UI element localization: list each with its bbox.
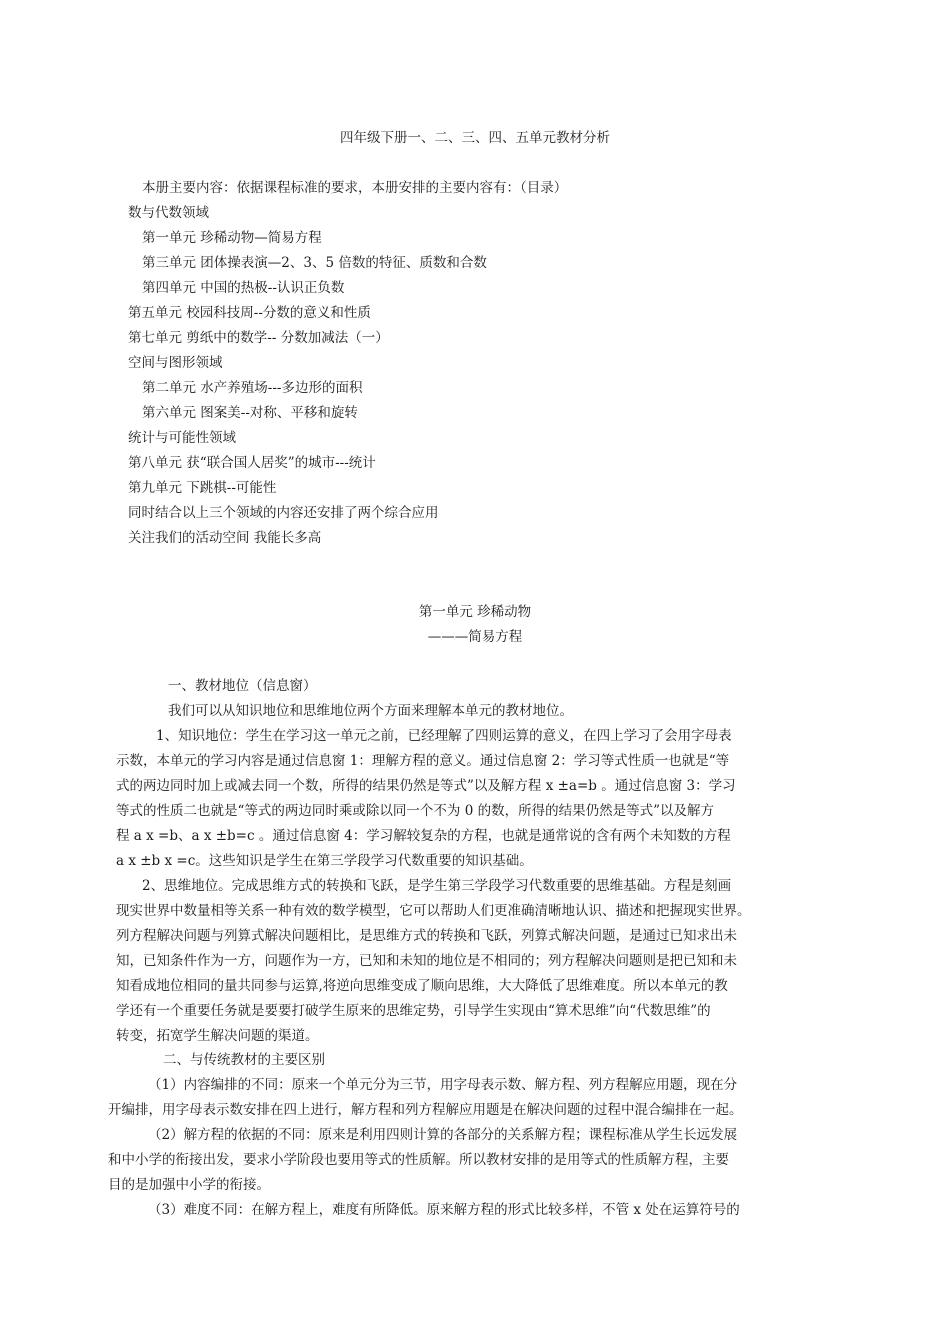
paragraph-line: 知，已知条件作为一方，问题作为一方，已知和未知的地位是不相同的；列方程解决问题则是把已知和未	[116, 953, 737, 969]
toc-item: 第三单元 团体操表演—2、3、5 倍数的特征、质数和合数	[142, 255, 487, 271]
unit1-title: 第一单元 珍稀动物	[418, 604, 532, 620]
section-heading: 一、教材地位（信息窗）	[168, 678, 317, 694]
toc-item: 第四单元 中国的热极--认识正负数	[142, 280, 345, 296]
paragraph-line: 和中小学的衔接出发，要求小学阶段也要用等式的性质解。所以教材安排的是用等式的性质解方程，主要	[108, 1152, 729, 1168]
paragraph-line: 式的两边同时加上或减去同一个数，所得的结果仍然是等式”以及解方程 x ±a=b 。通过信息窗 3：学习	[116, 778, 736, 794]
paragraph-line: 学还有一个重要任务就是要要打破学生原来的思维定势，引导学生实现由“算术思维”向“代数思维”的	[116, 1003, 711, 1019]
paragraph-line: 等式的性质二也就是“等式的两边同时乘或除以同一个不为 0 的数，所得的结果仍然是等式”以及解方	[116, 803, 714, 819]
paragraph-line: 我们可以从知识地位和思维地位两个方面来理解本单元的教材地位。	[168, 703, 573, 719]
paragraph-line: 示数，本单元的学习内容是通过信息窗 1：理解方程的意义。通过信息窗 2：学习等式性质一也就是“等	[116, 753, 730, 769]
toc-domain-number-algebra: 数与代数领域	[128, 205, 209, 221]
paragraph-line: 现实世界中数量相等关系一种有效的数学模型，它可以帮助人们更准确清晰地认识、描述和把握现实世界。	[116, 903, 751, 919]
document-title: 四年级下册一、二、三、四、五单元教材分析	[340, 130, 610, 146]
paragraph-line: 目的是加强中小学的衔接。	[108, 1177, 270, 1193]
paragraph-line: （2）解方程的依据的不同：原来是利用四则计算的各部分的关系解方程；课程标准从学生长远发展	[148, 1127, 738, 1143]
paragraph-line: a x ±b x =c。这些知识是学生在第三学段学习代数重要的知识基础。	[116, 853, 533, 869]
paragraph-line: 知看成地位相同的量共同参与运算,将逆向思维变成了顺向思维，大大降低了思维难度。所以本单元的教	[116, 978, 728, 994]
toc-domain-statistics: 统计与可能性领域	[128, 430, 236, 446]
toc-item: 第九单元 下跳棋--可能性	[128, 480, 277, 496]
paragraph-line: （3）难度不同：在解方程上，难度有所降低。原来解方程的形式比较多样，不管 x 处在运算符号的	[148, 1202, 740, 1218]
paragraph-line: 转变，拓宽学生解决问题的渠道。	[116, 1028, 319, 1044]
toc-domain-space-geometry: 空间与图形领域	[128, 355, 223, 371]
paragraph-line: （1）内容编排的不同：原来一个单元分为三节，用字母表示数、解方程、列方程解应用题，现在分	[148, 1077, 738, 1093]
toc-item: 第八单元 获“联合国人居奖”的城市---统计	[128, 455, 376, 471]
paragraph-line: 1、知识地位：学生在学习这一单元之前，已经理解了四则运算的意义，在四上学习了会用字母表	[156, 728, 732, 744]
intro-line: 本册主要内容：依据课程标准的要求，本册安排的主要内容有：（目录）	[142, 180, 568, 196]
unit1-subtitle: ———简易方程	[427, 629, 523, 645]
toc-item: 第五单元 校园科技周--分数的意义和性质	[128, 305, 371, 321]
paragraph-line: 列方程解决问题与列算式解决问题相比，是思维方式的转换和飞跃，列算式解决问题，是通过已知求出未	[116, 928, 737, 944]
paragraph-line: 2、思维地位。完成思维方式的转换和飞跃，是学生第三学段学习代数重要的思维基础。方程是刻画	[142, 878, 732, 894]
toc-item: 第一单元 珍稀动物—简易方程	[142, 230, 322, 246]
paragraph-line: 程 a x =b、a x ±b=c 。通过信息窗 4：学习解较复杂的方程，也就是通常说的含有两个未知数的方程	[116, 828, 731, 844]
toc-item: 第二单元 水产养殖场---多边形的面积	[142, 380, 363, 396]
toc-item: 同时结合以上三个领域的内容还安排了两个综合应用	[128, 505, 439, 521]
toc-item: 关注我们的活动空间 我能长多高	[128, 530, 322, 546]
toc-item: 第六单元 图案美--对称、平移和旋转	[142, 405, 358, 421]
section-heading: 二、与传统教材的主要区别	[163, 1052, 325, 1068]
paragraph-line: 开编排，用字母表示数安排在四上进行，解方程和列方程解应用题是在解决问题的过程中混合编排在一起。	[108, 1102, 743, 1118]
toc-item: 第七单元 剪纸中的数学-- 分数加减法（一）	[128, 330, 389, 346]
